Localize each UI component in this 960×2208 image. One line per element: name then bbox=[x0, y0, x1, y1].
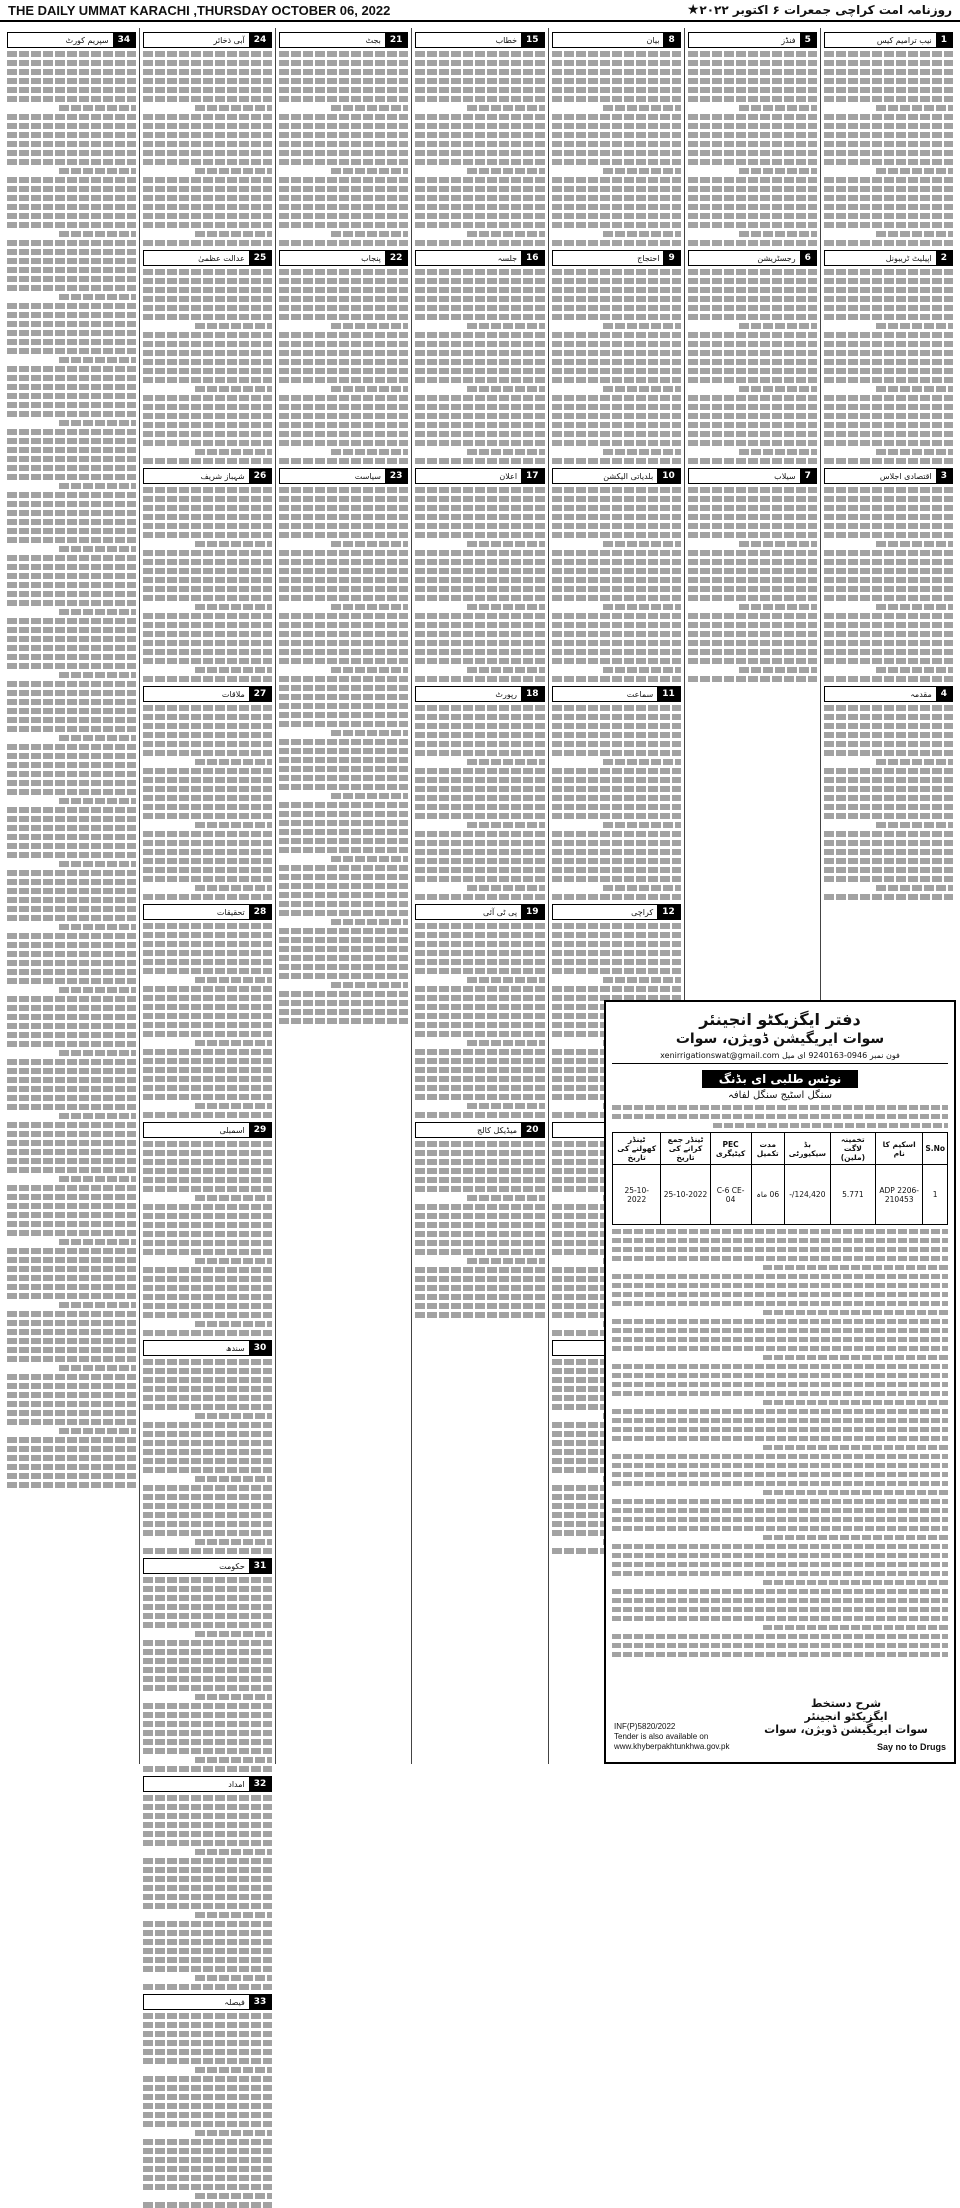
article-body bbox=[143, 923, 272, 1118]
tender-table-header: S.No bbox=[923, 1133, 948, 1165]
section-header bbox=[279, 32, 408, 48]
article-body bbox=[824, 51, 953, 246]
article-body bbox=[279, 487, 408, 1024]
section-number: 31 bbox=[249, 1559, 272, 1573]
article-body bbox=[824, 487, 953, 682]
ad-contact: فون نمبر 0946-9240163 ای میل xenirrigationswat@gmail.com bbox=[612, 1051, 948, 1064]
section-title: مقدمہ bbox=[910, 689, 932, 699]
column-5 bbox=[275, 28, 411, 1764]
section-header bbox=[143, 1122, 272, 1138]
article-body bbox=[143, 51, 272, 246]
section-header bbox=[552, 686, 681, 702]
section-title: اسمبلی bbox=[219, 1125, 245, 1135]
masthead-title-ur: روزنامہ امت کراچی جمعرات ۶ اکتوبر ۲۰۲۲★ bbox=[686, 2, 952, 18]
section-title: خطاب bbox=[495, 35, 518, 45]
section-title: پی ٹی آئی bbox=[483, 907, 518, 917]
section-title: کراچی bbox=[631, 907, 654, 917]
tender-table bbox=[612, 1132, 948, 1225]
article-body bbox=[688, 51, 817, 246]
column-7 bbox=[4, 28, 139, 1764]
section-number: 19 bbox=[521, 905, 544, 919]
section-header bbox=[552, 468, 681, 484]
ad-notice-sub: سنگل اسٹیج سنگل لفافہ bbox=[728, 1090, 832, 1101]
section-title: اعلان bbox=[499, 471, 518, 481]
section-header bbox=[688, 468, 817, 484]
section-title: اقتصادی اجلاس bbox=[879, 471, 932, 481]
section-header bbox=[143, 1340, 272, 1356]
article-body bbox=[824, 705, 953, 900]
section-header bbox=[279, 468, 408, 484]
tender-table-header: تخمینہ لاگت (ملین) bbox=[830, 1133, 875, 1165]
section-title: حکومت bbox=[219, 1561, 245, 1571]
section-number: 4 bbox=[936, 687, 952, 701]
section-title: تحقیقات bbox=[216, 907, 245, 917]
section-number: 3 bbox=[936, 469, 952, 483]
section-title: رجسٹریشن bbox=[757, 253, 796, 263]
section-title: میڈیکل کالج bbox=[477, 1125, 518, 1135]
section-number: 17 bbox=[521, 469, 544, 483]
article-body bbox=[143, 705, 272, 900]
article-body bbox=[143, 1359, 272, 1554]
section-header bbox=[143, 468, 272, 484]
section-title: جلسہ bbox=[497, 253, 518, 263]
section-number: 26 bbox=[249, 469, 272, 483]
section-header bbox=[143, 1994, 272, 2010]
section-title: رپورٹ bbox=[495, 689, 518, 699]
article-body bbox=[279, 269, 408, 464]
section-header bbox=[415, 32, 544, 48]
tender-table-header: مدت تکمیل bbox=[751, 1133, 785, 1165]
section-number: 2 bbox=[936, 251, 952, 265]
article-body bbox=[143, 269, 272, 464]
article-body bbox=[688, 269, 817, 464]
tender-table-cell: 25-10-2022 bbox=[661, 1165, 710, 1225]
section-title: سپریم کورٹ bbox=[65, 35, 109, 45]
section-number: 23 bbox=[385, 469, 408, 483]
section-number: 33 bbox=[249, 1995, 272, 2009]
article-body bbox=[7, 51, 136, 1488]
section-number: 11 bbox=[657, 687, 680, 701]
section-number: 6 bbox=[800, 251, 816, 265]
ad-notice-title: نوٹس طلبی ای بڈنگ bbox=[702, 1070, 858, 1088]
section-header bbox=[415, 686, 544, 702]
article-body bbox=[552, 269, 681, 464]
section-title: بلدیاتی الیکشن bbox=[603, 471, 654, 481]
section-number: 24 bbox=[249, 33, 272, 47]
ad-division: سوات ایریگیشن ڈویژن، سوات bbox=[675, 1031, 885, 1047]
section-header bbox=[824, 32, 953, 48]
section-number: 29 bbox=[249, 1123, 272, 1137]
section-header bbox=[552, 32, 681, 48]
section-number: 27 bbox=[249, 687, 272, 701]
article-body bbox=[415, 51, 544, 246]
tender-table-cell: 25-10-2022 bbox=[613, 1165, 661, 1225]
tender-table-cell: 1 bbox=[923, 1165, 948, 1225]
article-body bbox=[143, 2013, 272, 2208]
section-header bbox=[824, 686, 953, 702]
section-title: شہباز شریف bbox=[200, 471, 245, 481]
section-number: 28 bbox=[249, 905, 272, 919]
article-body bbox=[415, 923, 544, 1118]
section-title: فنڈز bbox=[781, 35, 796, 45]
section-header bbox=[415, 468, 544, 484]
section-number: 18 bbox=[521, 687, 544, 701]
section-number: 7 bbox=[800, 469, 816, 483]
section-number: 9 bbox=[663, 251, 679, 265]
article-body bbox=[279, 51, 408, 246]
article-body bbox=[824, 269, 953, 464]
section-title: ملاقات bbox=[221, 689, 245, 699]
section-header bbox=[279, 250, 408, 266]
section-number: 5 bbox=[800, 33, 816, 47]
section-header bbox=[143, 250, 272, 266]
article-body bbox=[552, 705, 681, 900]
article-body bbox=[688, 487, 817, 682]
tender-table-header: اسکیم کا نام bbox=[876, 1133, 923, 1165]
masthead bbox=[0, 0, 960, 22]
masthead-title-en: THE DAILY UMMAT KARACHI ,THURSDAY OCTOBER 06, 2022 bbox=[8, 2, 391, 18]
tender-advertisement bbox=[604, 1000, 956, 1764]
section-number: 32 bbox=[249, 1777, 272, 1791]
section-number: 16 bbox=[521, 251, 544, 265]
section-header bbox=[415, 1122, 544, 1138]
section-title: سیاست bbox=[354, 471, 381, 481]
article-body bbox=[415, 705, 544, 900]
tender-table-cell: ADP 2206-210453 bbox=[876, 1165, 923, 1225]
ad-signature: شرح دستخط ایگزیکٹو انجینئر سوات ایریگیشن ڈویژن، سوات bbox=[764, 1697, 928, 1736]
section-title: نیب ترامیم کیس bbox=[876, 35, 932, 45]
section-header bbox=[824, 468, 953, 484]
section-title: سیلاب bbox=[774, 471, 796, 481]
section-title: فیصلہ bbox=[224, 1997, 245, 2007]
tender-table-cell: 5.771 bbox=[830, 1165, 875, 1225]
section-header bbox=[552, 250, 681, 266]
star-icon: ★ bbox=[686, 2, 700, 18]
section-header bbox=[143, 904, 272, 920]
article-body bbox=[143, 487, 272, 682]
section-title: آبی ذخائر bbox=[213, 35, 245, 45]
article-body bbox=[415, 487, 544, 682]
section-header bbox=[688, 32, 817, 48]
section-title: امداد bbox=[228, 1779, 245, 1789]
section-number: 15 bbox=[521, 33, 544, 47]
section-header bbox=[143, 32, 272, 48]
section-number: 20 bbox=[521, 1123, 544, 1137]
tender-table-cell: C-6 CE-04 bbox=[710, 1165, 751, 1225]
section-header bbox=[143, 1776, 272, 1792]
section-number: 21 bbox=[385, 33, 408, 47]
tender-table-cell: 124,420/- bbox=[785, 1165, 831, 1225]
article-body bbox=[415, 1141, 544, 1318]
section-header bbox=[415, 250, 544, 266]
section-title: سماعت bbox=[626, 689, 654, 699]
ad-footer: Say no to Drugs bbox=[876, 1742, 946, 1752]
section-title: احتجاج bbox=[637, 253, 660, 263]
ad-intro bbox=[612, 1105, 948, 1128]
section-header bbox=[143, 1558, 272, 1574]
section-number: 25 bbox=[249, 251, 272, 265]
section-header bbox=[415, 904, 544, 920]
article-body bbox=[552, 487, 681, 682]
article-body bbox=[143, 1577, 272, 1772]
section-number: 12 bbox=[657, 905, 680, 919]
section-number: 30 bbox=[249, 1341, 272, 1355]
section-number: 10 bbox=[657, 469, 680, 483]
ad-conditions bbox=[612, 1229, 948, 1657]
section-number: 8 bbox=[663, 33, 679, 47]
section-number: 34 bbox=[113, 33, 136, 47]
article-body bbox=[143, 1141, 272, 1336]
column-4 bbox=[411, 28, 547, 1764]
article-body bbox=[143, 1795, 272, 1990]
section-title: عدالت عظمیٰ bbox=[198, 253, 245, 263]
tender-table-header: PEC کیٹیگری bbox=[710, 1133, 751, 1165]
section-title: بیان bbox=[646, 35, 660, 45]
section-title: بجٹ bbox=[365, 35, 381, 45]
section-header bbox=[143, 686, 272, 702]
section-title: اپیلیٹ ٹریبونل bbox=[885, 253, 932, 263]
tender-table-header: ٹینڈر جمع کرانے کی تاریخ bbox=[661, 1133, 710, 1165]
section-number: 1 bbox=[936, 33, 952, 47]
tender-table-cell: 06 ماہ bbox=[751, 1165, 785, 1225]
tender-table-header: بڈ سیکیورٹی bbox=[785, 1133, 831, 1165]
ad-org: دفتر ایگزیکٹو انجینئر bbox=[699, 1010, 861, 1029]
section-title: پنجاب bbox=[361, 253, 381, 263]
article-body bbox=[415, 269, 544, 464]
section-title: سندھ bbox=[225, 1343, 245, 1353]
tender-table-header: ٹینڈر کھولنے کی تاریخ bbox=[613, 1133, 661, 1165]
ad-reference: INF(P)5820/2022 Tender is also available on www.khyberpakhtunkhwa.gov.pk bbox=[614, 1722, 730, 1751]
section-header bbox=[688, 250, 817, 266]
section-number: 22 bbox=[385, 251, 408, 265]
article-body bbox=[552, 51, 681, 246]
section-header bbox=[7, 32, 136, 48]
section-header bbox=[824, 250, 953, 266]
section-header bbox=[552, 904, 681, 920]
column-6 bbox=[139, 28, 275, 2007]
